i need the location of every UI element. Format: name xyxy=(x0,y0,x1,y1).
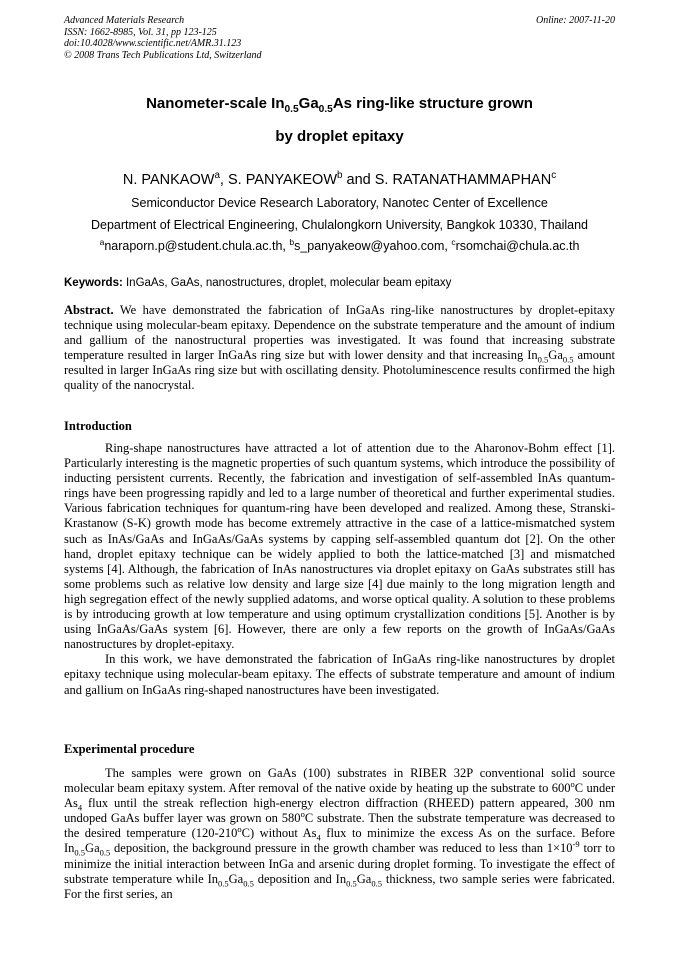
experimental-paragraph-1: The samples were grown on GaAs (100) substrates in RIBER 32P conventional solid source molecular beam epitaxy system. After removal of the native oxide by heating up the substrate to 600$^o$C under $As_4$ flux until the streak reflection high-energy electron diffraction (RHEED) pattern appeared, 300 nm undoped GaAs buffer layer was grown on 580$^o$C substrate. Then the substrate temperature was decreased to the desired temperature (120-210$^o$C) without $As_4$ flux to minimize the excess As on the surface. Before $In_{0.5}Ga_{0.5}$ deposition, the background pressure in the growth chamber was reduced to less than $1\times 10^{-9}$ torr to minimize the initial interaction between InGa and arsenic during droplet forming. To investigate the effect of substrate temperature while $In_{0.5}Ga_{0.5}$ deposition and $In_{0.5}Ga_{0.5}$ thickness, two sample series were fabricated. For the first series, an xyxy=(64,766,615,901)
journal-header xyxy=(64,15,262,61)
introduction-paragraph-1: Ring-shape nanostructures have attracted a lot of attention due to the Aharonov-Bohm effect [1]. Particularly interesting is the magnetic properties of such quantum systems, which introduce the possibility of inducting persistent currents. Recently, the fabrication and investigation of self-assembled InAs quantum-rings have been progressing rapidly and led to a large number of theoretical and further experimental studies. Various fabrication techniques for quantum-ring have been developed and realized. Among these, Stranski-Krastanow (S-K) growth mode has become extremely attractive in the case of a lattice-mismatched system such as InAs/GaAs and InGaAs/GaAs systems by capping self-assembled quantum dot [2]. On the other hand, droplet epitaxy technique can be widely applied to both the lattice-matched [3] and mismatched systems [4]. Although, the fabrication of InAs nanostructures via droplet epitaxy on GaAs substrates still has some problems such as relative low density and large size [4] due mainly to the long migration length and high segregation effect of the newly supplied adatoms, and worse optical quality. A solution to these problems is by introducing growth at low temperature and using optimum crystallization conditions [5]. Another is by using InGaAs/GaAs system [6]. However, there are only a few reports on the growth of InGaAs/GaAs nanostructures by droplet-epitaxy. xyxy=(64,441,615,652)
abstract-label: Abstract. xyxy=(64,303,114,317)
journal-copyright: © 2008 Trans Tech Publications Ltd, Switzerland xyxy=(64,49,262,61)
keywords-label: Keywords: xyxy=(64,277,123,289)
keywords xyxy=(64,277,615,289)
affiliation-lab: Semiconductor Device Research Laboratory, Nanotec Center of Excellence xyxy=(131,196,548,210)
keywords-text: InGaAs, GaAs, nanostructures, droplet, molecular beam epitaxy xyxy=(122,277,452,289)
abstract: Abstract. We have demonstrated the fabrication of InGaAs ring-like nanostructures by droplet-epitaxy technique using molecular-beam epitaxy. Dependence on the substrate temperature and the amount of indium and gallium of the nanostructural properties was investigated. It was found that increasing substrate temperature resulted in larger InGaAs ring size but with lower density and that increasing $In_{0.5}Ga_{0.5}$ amount resulted in larger InGaAs ring size but with oscillating density. Photoluminescence results confirmed the high quality of the nanocrystal. xyxy=(64,303,615,393)
online-date: Online: 2007-11-20 xyxy=(536,15,615,26)
journal-issn: ISSN: 1662-8985, Vol. 31, pp 123-125 xyxy=(64,26,217,38)
author-emails: $^a$naraporn.p@student.chula.ac.th, $^b$s_panyakeow@yahoo.com, $^c$rsomchai@chula.ac.th xyxy=(99,236,580,253)
paper-title-line2: by droplet epitaxy xyxy=(275,128,404,145)
affiliation-department: Department of Electrical Engineering, Chulalongkorn University, Bangkok 10330, Thailand xyxy=(90,218,589,232)
introduction-body xyxy=(64,441,615,698)
journal-name: Advanced Materials Research xyxy=(64,15,185,26)
paper-title-line1: Nanometer-scale $In_{0.5}Ga_{0.5}As$ ring-like structure grown xyxy=(146,95,533,115)
journal-doi: doi:10.4028/www.scientific.net/AMR.31.123 xyxy=(64,38,242,49)
section-heading-experimental: Experimental procedure xyxy=(64,742,195,756)
section-heading-introduction: Introduction xyxy=(64,419,132,433)
author-list: N. PANKAOW$^a$, S. PANYAKEOW$^b$ and S. RATANATHAMMAPHAN$^c$ xyxy=(122,170,557,188)
experimental-body xyxy=(64,766,615,902)
introduction-paragraph-2: In this work, we have demonstrated the fabrication of InGaAs ring-like nanostructures by droplet epitaxy technique using molecular-beam epitaxy. The effects of substrate temperature and amount of indium and gallium on InGaAs ring-shaped nanostructures have been investigated. xyxy=(64,652,615,697)
